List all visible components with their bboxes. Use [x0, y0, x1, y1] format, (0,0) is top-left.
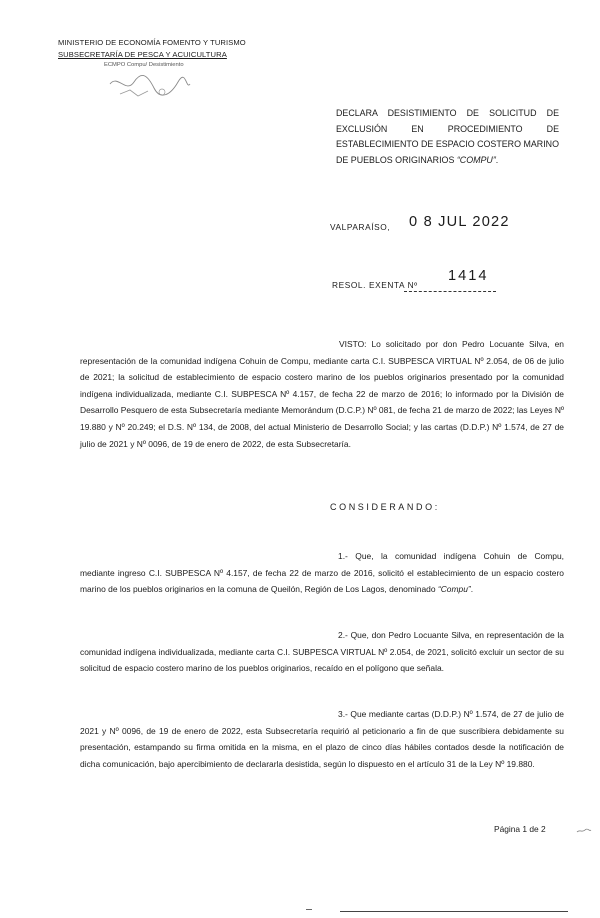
subsecretaria-name: SUBSECRETARÍA DE PESCA Y ACUICULTURA [58, 50, 227, 59]
initials-mark [576, 828, 592, 834]
reference-code: ECMPO Compu/ Desistimiento [104, 62, 184, 68]
visto-label: VISTO: [339, 339, 367, 349]
resolution-number-line [404, 291, 496, 292]
footer-rule [340, 911, 568, 912]
ministry-name: MINISTERIO DE ECONOMÍA FOMENTO Y TURISMO [58, 38, 246, 47]
resolution-number: 1414 [448, 268, 489, 284]
considerando-1-end: . [470, 584, 474, 595]
title-end: . [495, 154, 499, 165]
footer-mark [306, 909, 312, 910]
resolution-label: RESOL. EXENTA Nº [332, 280, 418, 290]
title-name: “COMPU” [456, 154, 496, 165]
resolution-title [336, 106, 559, 168]
date-stamp: 0 8 JUL 2022 [409, 214, 510, 230]
title-text: DECLARA DESISTIMIENTO DE SOLICITUD DE EXCLUSIÓN EN PROCEDIMIENTO DE ESTABLECIMIENTO DE ESPACIO COSTERO MARINO DE PUEBLOS ORIGINARIOS [336, 108, 559, 165]
initials-stamp [104, 72, 192, 102]
considerando-1 [80, 548, 564, 598]
visto-paragraph [80, 336, 564, 452]
considerando-heading: CONSIDERANDO: [330, 502, 440, 512]
considerando-2: 2.- Que, don Pedro Locuante Silva, en representación de la comunidad indígena individualizada, mediante carta C.I. SUBPESCA VIRTUAL Nº 2.054, de 2021, solicitó excluir un sector de su solicitud de espacio costero marino de los pueblos originarios, recaído en el polígono que señala. [80, 630, 564, 674]
considerando-1-text: 1.- Que, la comunidad indígena Cohuin de Compu, mediante ingreso C.I. SUBPESCA Nº 4.157, de fecha 22 de marzo de 2016, solicitó el establecimiento de un espacio costero marino de los pueblos originarios en la comuna de Queilón, Región de Los Lagos, denominado [80, 551, 564, 595]
page-number: Página 1 de 2 [494, 824, 546, 834]
considerando-3: 3.- Que mediante cartas (D.D.P.) Nº 1.574, de 27 de julio de 2021 y Nº 0096, de 19 de enero de 2022, esta Subsecretaría requirió al peticionario a fin de que suscribiera debidamente su presentación, estampando su firma omitida en la misma, en el plazo de cinco días hábiles contados desde la notificación de dicha comunicación, bajo apercibimiento de declararla desistida, según lo dispuesto en el artículo 31 de la Ley Nº 19.880. [80, 709, 564, 769]
visto-text: Lo solicitado por don Pedro Locuante Silva, en representación de la comunidad indígena Cohuin de Compu, mediante carta C.I. SUBPESCA VIRTUAL Nº 2.054, de 06 de julio de 2021; la solicitud de establecimiento de espacio costero marino de los pueblos originarios presentado por la comunidad indígena individualizada, mediante C.I. SUBPESCA Nº 4.157, de fecha 22 de marzo de 2016; lo informado por la División de Desarrollo Pesquero de esta Subsecretaría mediante Memorándum (D.C.P.) Nº 081, de fecha 21 de marzo de 2022; las Leyes Nº 19.880 y Nº 20.249; el D.S. Nº 134, de 2008, del actual Ministerio de Desarrollo Social; y las cartas (D.D.P.) Nº 1.574, de 27 de julio de 2021 y Nº 0096, de 19 de enero de 2022, de esta Subsecretaría. [80, 339, 564, 449]
place: VALPARAÍSO, [330, 222, 391, 232]
considerando-1-name: “Compu” [437, 584, 471, 595]
